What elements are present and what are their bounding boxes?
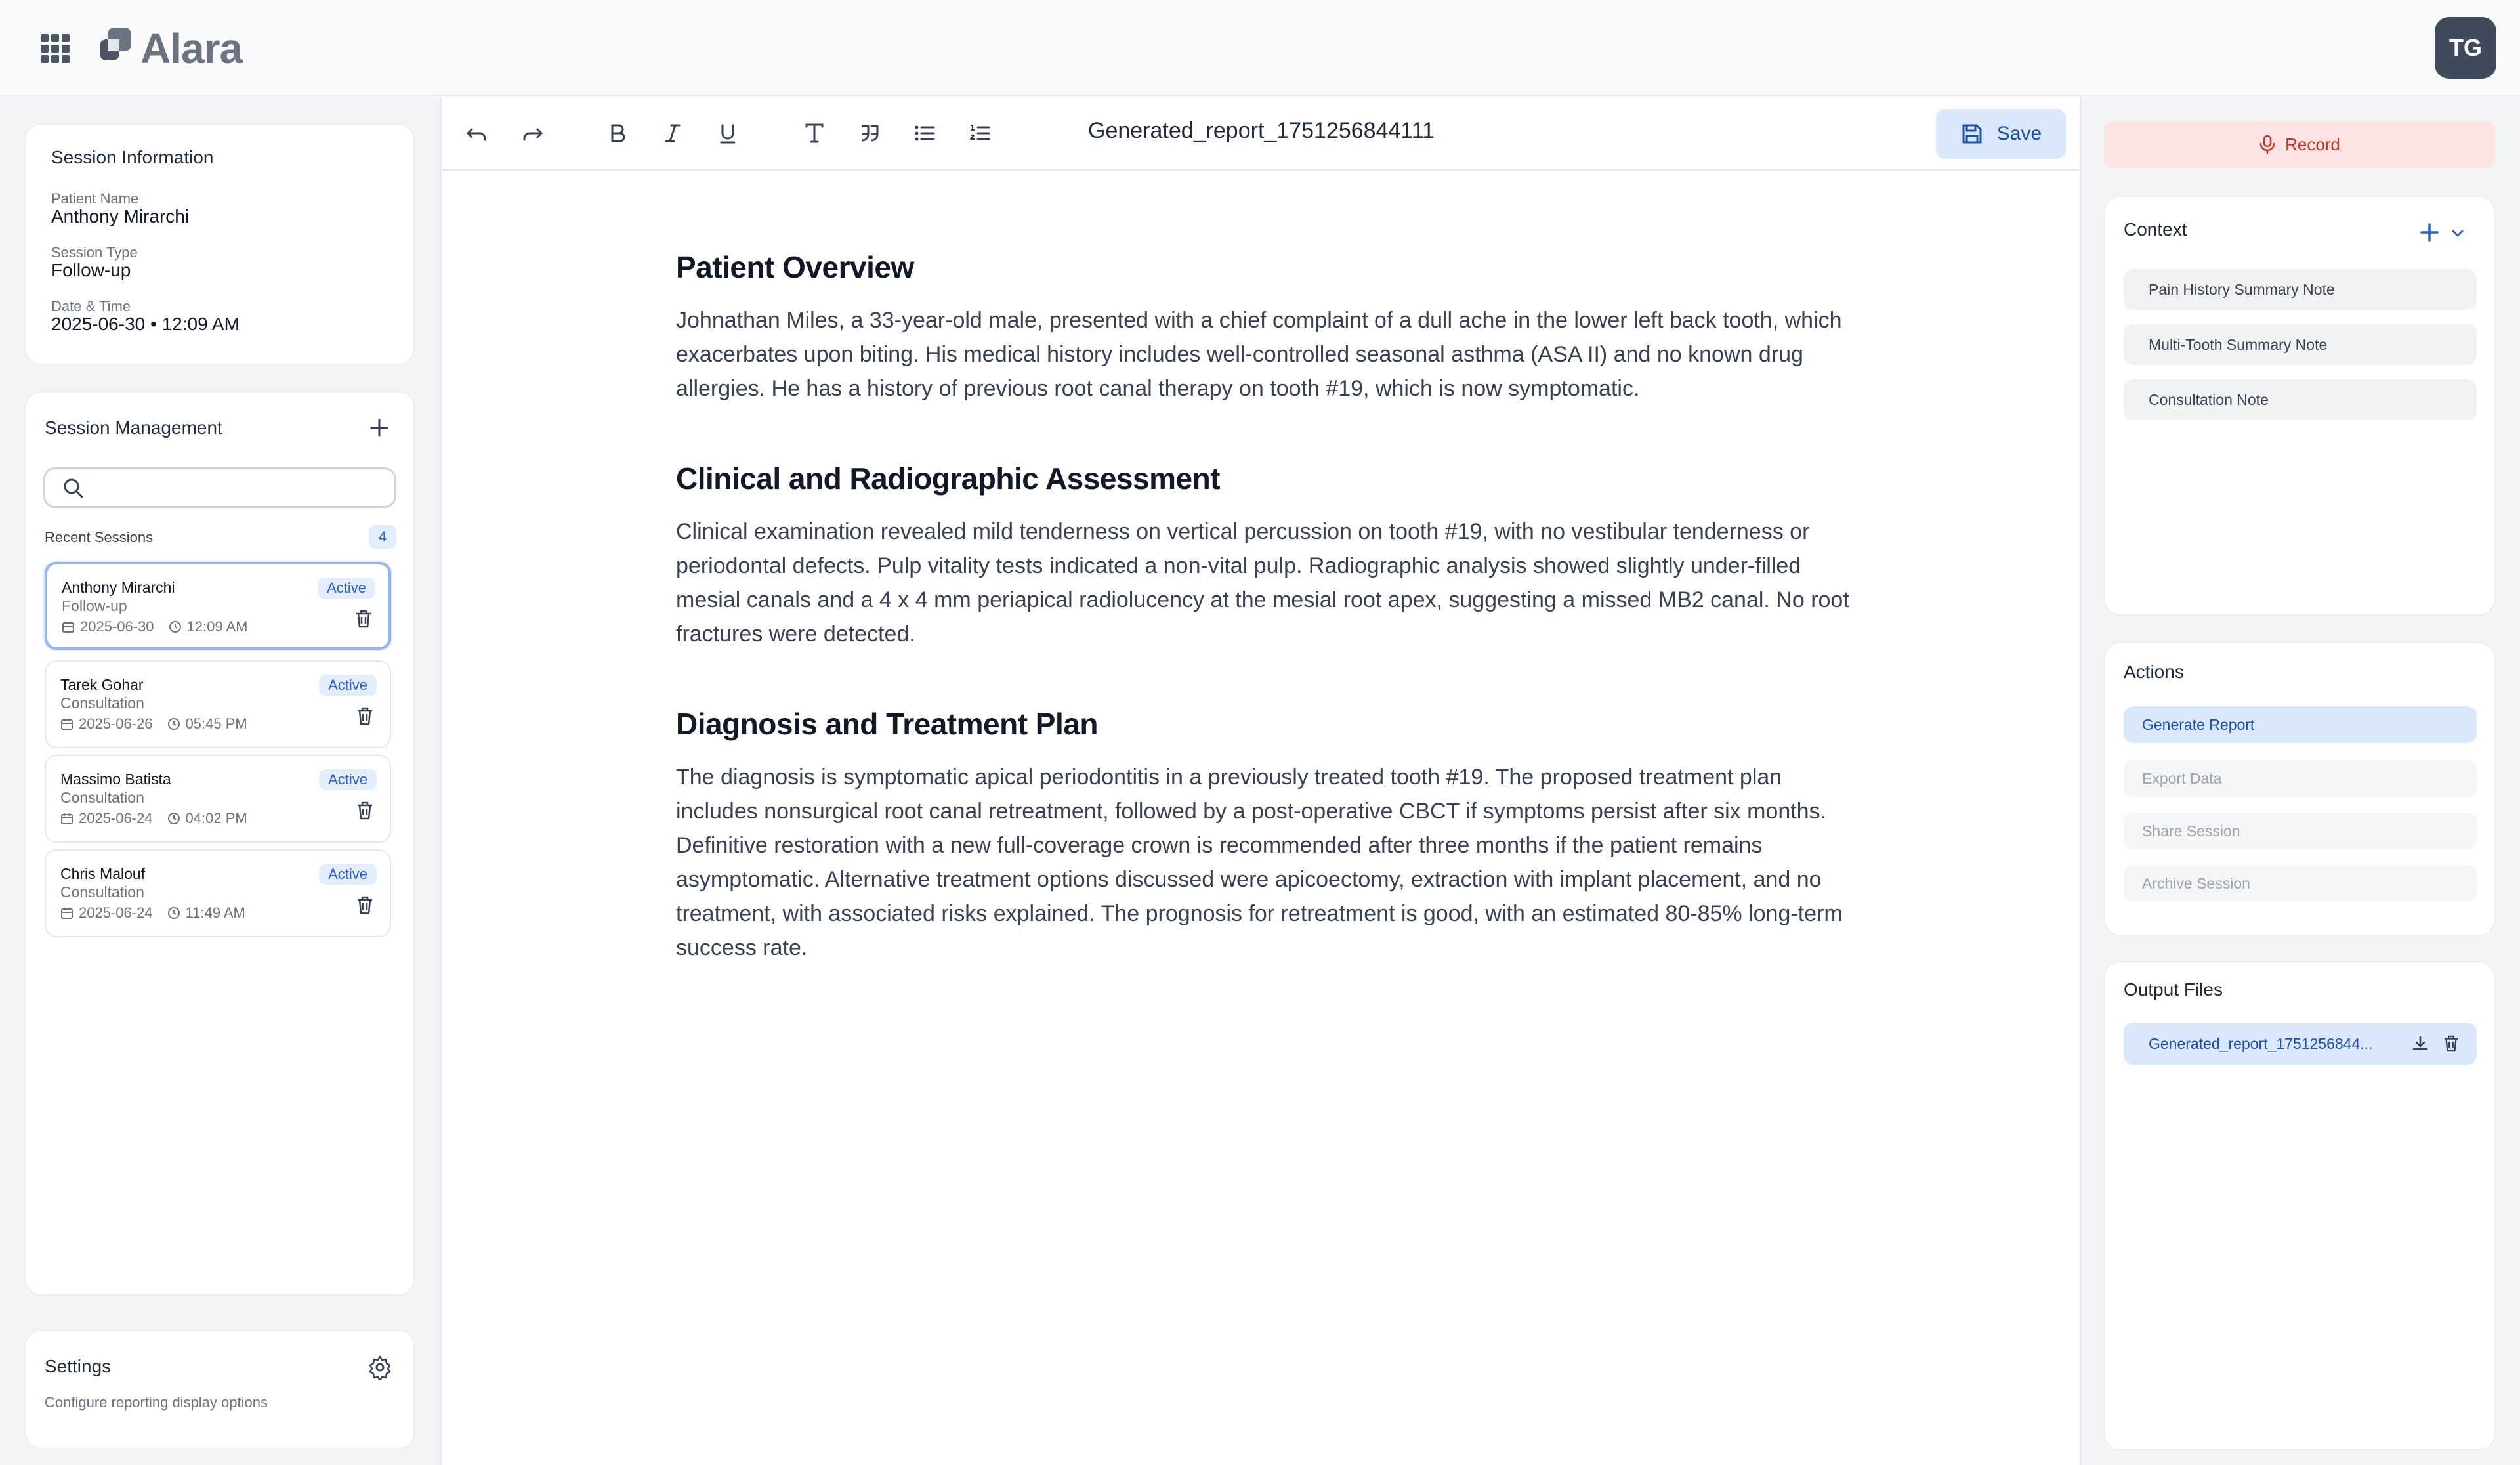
session-management-card bbox=[25, 391, 415, 1296]
report-document[interactable] bbox=[676, 249, 1851, 1020]
context-item-pain-history[interactable]: Pain History Summary Note bbox=[2124, 269, 2477, 310]
session-info-card bbox=[25, 123, 415, 365]
clock-icon bbox=[167, 906, 180, 920]
underline-icon[interactable] bbox=[710, 116, 746, 151]
session-type: Consultation bbox=[60, 789, 144, 806]
calendar-icon bbox=[60, 717, 74, 731]
session-item-tarek-gohar[interactable] bbox=[45, 660, 391, 748]
session-type-label: Session Type bbox=[51, 244, 138, 261]
session-patient-name: Massimo Batista bbox=[60, 771, 171, 788]
recent-sessions-count: 4 bbox=[369, 525, 396, 549]
session-date: 2025-06-30 bbox=[80, 618, 154, 635]
numbered-list-icon[interactable] bbox=[962, 116, 998, 151]
session-time: 12:09 AM bbox=[186, 618, 248, 635]
export-data-button[interactable]: Export Data bbox=[2124, 760, 2477, 797]
session-datetime bbox=[62, 618, 248, 635]
text-style-icon[interactable] bbox=[797, 116, 832, 151]
session-patient-name: Chris Malouf bbox=[60, 865, 146, 882]
session-time: 05:45 PM bbox=[185, 715, 247, 732]
settings-title: Settings bbox=[45, 1356, 112, 1376]
delete-file-icon[interactable] bbox=[2443, 1034, 2460, 1053]
save-label: Save bbox=[1996, 123, 2042, 144]
settings-gear-icon[interactable] bbox=[368, 1355, 392, 1380]
date-time-value: 2025-06-30 • 12:09 AM bbox=[51, 314, 240, 334]
delete-session-icon[interactable] bbox=[356, 706, 374, 726]
user-avatar[interactable]: TG bbox=[2435, 17, 2496, 79]
section-heading-patient-overview: Patient Overview bbox=[676, 250, 914, 284]
calendar-icon bbox=[60, 812, 74, 825]
session-datetime bbox=[60, 715, 247, 732]
session-date: 2025-06-24 bbox=[79, 904, 153, 921]
session-date: 2025-06-26 bbox=[79, 715, 153, 732]
session-search-input[interactable] bbox=[43, 467, 396, 508]
top-bar bbox=[0, 0, 2520, 96]
delete-session-icon[interactable] bbox=[354, 609, 373, 629]
session-type: Consultation bbox=[60, 694, 144, 711]
section-body-patient-overview: Johnathan Miles, a 33-year-old male, presented with a chief complaint of a dull ache in the lower left back tooth, which exacerbates upon biting. His medical history includes well-controlled seasonal asthma (ASA II) and no known drug allergies. He has a history of previous root canal therapy on tooth #19, which is now symptomatic. bbox=[676, 308, 1842, 401]
session-time: 11:49 AM bbox=[185, 904, 245, 921]
session-patient-name: Tarek Gohar bbox=[60, 676, 144, 693]
search-icon bbox=[62, 477, 85, 499]
italic-icon[interactable] bbox=[655, 116, 690, 151]
clock-icon bbox=[169, 620, 182, 633]
generate-report-button[interactable]: Generate Report bbox=[2124, 706, 2477, 743]
delete-session-icon[interactable] bbox=[356, 895, 374, 915]
output-file-item[interactable] bbox=[2124, 1023, 2477, 1065]
quote-icon[interactable] bbox=[852, 116, 887, 151]
output-file-name: Generated_report_1751256844... bbox=[2149, 1034, 2373, 1052]
session-type-value: Follow-up bbox=[51, 260, 131, 280]
chevron-down-icon[interactable] bbox=[2449, 224, 2466, 242]
session-management-title: Session Management bbox=[45, 417, 222, 438]
bold-icon[interactable] bbox=[600, 116, 635, 151]
patient-name-label: Patient Name bbox=[51, 190, 139, 207]
document-title[interactable]: Generated_report_1751256844111 bbox=[1088, 118, 1435, 143]
settings-description: Configure reporting display options bbox=[45, 1394, 268, 1411]
session-datetime bbox=[60, 810, 247, 827]
apps-grid-icon[interactable] bbox=[39, 33, 71, 64]
section-heading-clinical-assessment: Clinical and Radiographic Assessment bbox=[676, 461, 1220, 496]
session-type: Follow-up bbox=[62, 597, 127, 614]
recent-sessions-label: Recent Sessions bbox=[45, 529, 154, 545]
context-item-consultation[interactable]: Consultation Note bbox=[2124, 379, 2477, 420]
output-files-title: Output Files bbox=[2124, 979, 2223, 1000]
date-time-label: Date & Time bbox=[51, 298, 131, 314]
section-body-diagnosis-treatment: The diagnosis is symptomatic apical periodontitis in a previously treated tooth #19. The proposed treatment plan includes nonsurgical root canal retreatment, followed by a post-operative CBCT if symptoms persist after six months. Definitive restoration with a new full-coverage crown is recommended after three months if the patient remains asymptomatic. Alternative treatment options discussed were apicoectomy, extraction with implant placement, and no treatment, with associated risks explained. The prognosis for retreatment is good, with an estimated 80-85% long-term success rate. bbox=[676, 765, 1843, 960]
context-item-multi-tooth[interactable]: Multi-Tooth Summary Note bbox=[2124, 324, 2477, 365]
add-context-icon[interactable] bbox=[2418, 221, 2441, 244]
add-session-icon[interactable] bbox=[368, 416, 391, 440]
session-item-chris-malouf[interactable] bbox=[45, 849, 391, 937]
microphone-icon bbox=[2259, 135, 2276, 154]
session-patient-name: Anthony Mirarchi bbox=[62, 579, 175, 596]
app-name: Alara bbox=[140, 25, 243, 72]
clock-icon bbox=[167, 812, 180, 825]
bullet-list-icon[interactable] bbox=[907, 116, 942, 151]
session-info-title: Session Information bbox=[51, 147, 214, 167]
actions-title: Actions bbox=[2124, 662, 2184, 682]
session-datetime bbox=[60, 904, 245, 922]
section-body-clinical-assessment: Clinical examination revealed mild tenderness on vertical percussion on tooth #19, with no vestibular tenderness or periodontal defects. Pulp vitality tests indicated a non-vital pulp. Radiographic analysis showed slightly under-filled mesial canals and a 4 x 4 mm periapical radiolucency at the mesial root apex, suggesting a missed MB2 canal. No root fractures were detected. bbox=[676, 519, 1849, 647]
session-time: 04:02 PM bbox=[185, 810, 247, 826]
session-date: 2025-06-24 bbox=[79, 810, 153, 826]
record-button[interactable] bbox=[2104, 121, 2495, 168]
status-badge: Active bbox=[319, 675, 377, 696]
session-item-anthony-mirarchi[interactable] bbox=[45, 562, 391, 650]
download-icon[interactable] bbox=[2411, 1034, 2429, 1053]
save-button[interactable] bbox=[1936, 109, 2066, 159]
status-badge: Active bbox=[318, 578, 375, 599]
save-icon bbox=[1960, 122, 1984, 146]
share-session-button[interactable]: Share Session bbox=[2124, 813, 2477, 849]
calendar-icon bbox=[62, 620, 75, 633]
record-label: Record bbox=[2285, 134, 2340, 154]
delete-session-icon[interactable] bbox=[356, 801, 374, 820]
context-title: Context bbox=[2124, 219, 2187, 240]
status-badge: Active bbox=[319, 864, 377, 885]
archive-session-button[interactable]: Archive Session bbox=[2124, 865, 2477, 902]
session-item-massimo-batista[interactable] bbox=[45, 755, 391, 843]
logo-mark-icon bbox=[97, 25, 135, 64]
section-heading-diagnosis-treatment: Diagnosis and Treatment Plan bbox=[676, 707, 1098, 741]
calendar-icon bbox=[60, 906, 74, 920]
patient-name-value: Anthony Mirarchi bbox=[51, 206, 190, 226]
redo-icon[interactable] bbox=[514, 116, 550, 151]
app-logo[interactable] bbox=[97, 25, 255, 72]
clock-icon bbox=[167, 717, 180, 731]
settings-card bbox=[25, 1330, 415, 1449]
session-type: Consultation bbox=[60, 883, 144, 901]
undo-icon[interactable] bbox=[459, 116, 495, 151]
status-badge: Active bbox=[319, 769, 377, 790]
